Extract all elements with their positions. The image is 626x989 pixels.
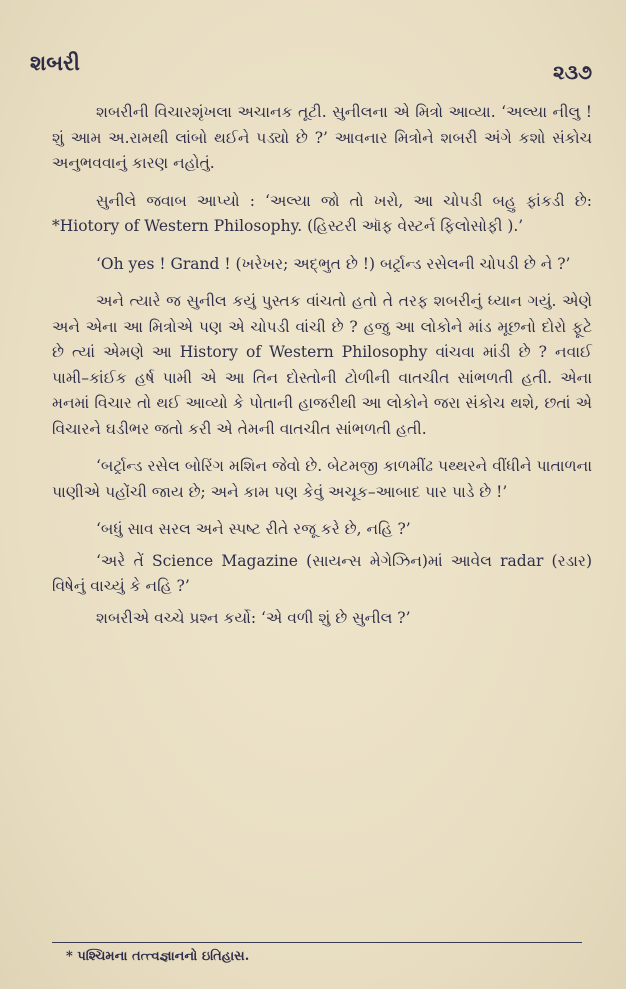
paragraph: અને ત્યારે જ સુનીલ કયું પુસ્તક વાંચતો હતો તે તરફ શબરીનું ધ્યાન ગયું. એણે અને એના આ મિત્રોએ પણ એ ચોપડી વાંચી છે ? હજુ આ લોકોને માંડ મૂછનો દોરો ફૂટે છે ત્યાં એમણે આ History of Western Philosophy વાંચવા માંડી છે ? નવાઈ પામી–કાંઈક હર્ષ પામી એ આ તિન દોસ્તોની ટોળીની વાતચીત સાંભળતી હતી. એના મનમાં વિચાર તો થઈ આવ્યો કે પોતાની હાજરીથી આ લોકોને જરા સંકોચ થશે, છતાં એ વિચારને ઘડીભર જતો કરી એ તેમની વાતચીત સાંભળતી હતી. <box>52 292 592 438</box>
running-head-title: શબરી <box>30 50 80 75</box>
page-number: ૨૩૭ <box>553 60 592 84</box>
footnote-divider <box>52 942 582 943</box>
paragraph: ‘અરે તેં Science Magazine (સાયન્સ મેગેઝિન)માં આવેલ radar (રડાર) વિષેનું વાચ્યું કે નહિ ?’ <box>52 551 592 595</box>
paragraph: શબરીએ વચ્ચે પ્રશ્ન કર્યો: ‘એ વળી શું છે સુનીલ ?’ <box>96 608 411 627</box>
body-text <box>52 100 592 637</box>
paragraph: શબરીની વિચારશૃંખલા અચાનક તૂટી. સુનીલના એ મિત્રો આવ્યા. ‘અલ્યા નીલુ ! શું આમ અ.રામથી લાંબો થઈને પડ્યો છે ?’ આવનાર મિત્રોને શબરી અંગે કશો સંકોચ અનુભવવાનું કારણ નહોતું. <box>52 103 592 172</box>
paragraph: ‘બર્ટ્રાન્ડ રસેલ બોરિંગ મશિન જેવો છે. બેટમજી કાળમીંઢ પથ્થરને વીંધીને પાતાળના પાણીએ પહોંચી જાય છે; અને કામ પણ કેવું અચૂક–આબાદ પાર પાડે છે !’ <box>52 457 592 501</box>
footnote: * પશ્ચિમના તત્ત્વજ્ઞાનનો ઇતિહાસ. <box>66 949 250 964</box>
paragraph: સુનીલે જવાબ આપ્યો : ‘અલ્યા જો તો ખરો, આ ચોપડી બહુ ફાંકડી છે: *Hiotory of Western Philosophy. (હિસ્ટરી ઑફ વેસ્ટર્ન ફિલોસોફી ).’ <box>52 191 592 235</box>
paragraph: ‘બધું સાવ સરલ અને સ્પષ્ટ રીતે રજૂ કરે છે, નહિ ?’ <box>96 520 411 538</box>
paragraph: ‘Oh yes ! Grand ! (ખરેખર; અદ્ભુત છે !) બર્ટ્રાન્ડ રસેલની ચોપડી છે ને ?’ <box>96 254 571 273</box>
